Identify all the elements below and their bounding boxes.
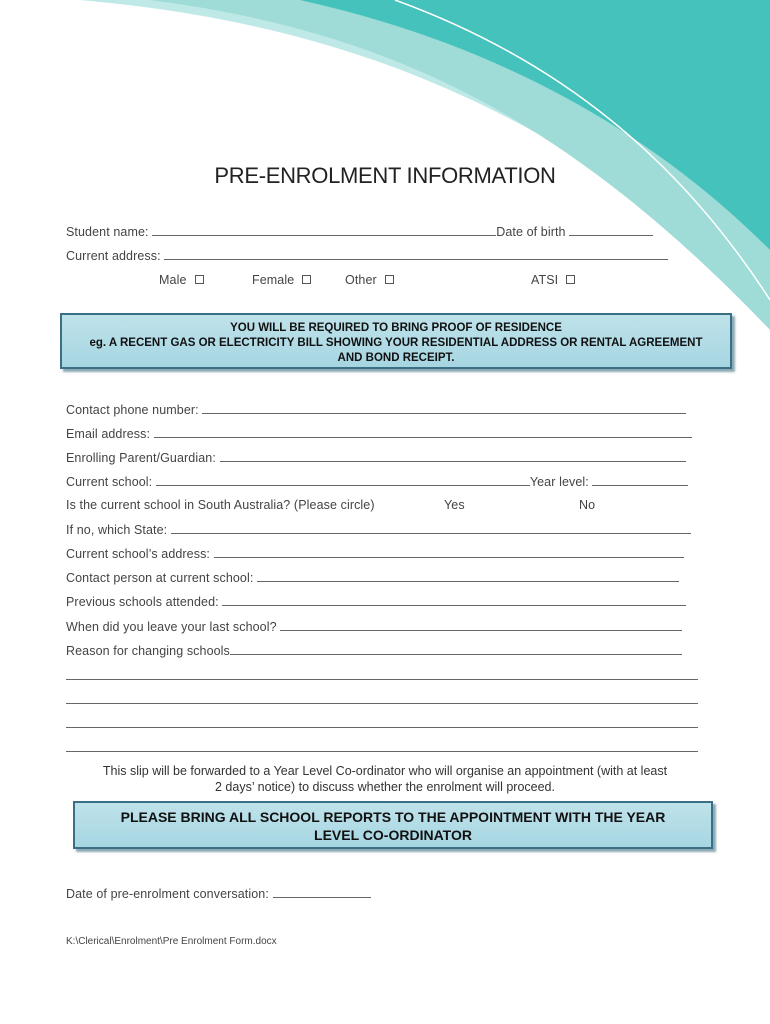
yes-option[interactable]: Yes: [444, 498, 465, 512]
atsi-checkbox[interactable]: [566, 275, 575, 284]
other-option[interactable]: [345, 273, 394, 287]
no-option[interactable]: No: [579, 498, 596, 512]
note-line-2: 2 days’ notice) to discuss whether the enrolment will proceed.: [215, 780, 555, 794]
when-left-field[interactable]: [280, 619, 682, 631]
female-label: Female: [252, 273, 295, 287]
contact-person-field[interactable]: [257, 570, 679, 582]
male-label: Male: [159, 273, 187, 287]
other-label: Other: [345, 273, 377, 287]
which-state-label: If no, which State:: [66, 523, 168, 537]
reason-row: [66, 643, 682, 658]
parent-field[interactable]: [220, 450, 686, 462]
contact-phone-field[interactable]: [202, 402, 686, 414]
student-name-row: [66, 224, 653, 239]
previous-schools-field[interactable]: [222, 594, 686, 606]
notice-line-3: AND BOND RECEIPT.: [337, 352, 455, 364]
school-address-row: [66, 546, 684, 561]
current-school-row: [66, 474, 688, 489]
female-option[interactable]: [252, 273, 311, 287]
reason-field[interactable]: [230, 643, 682, 655]
reports-line-1: PLEASE BRING ALL SCHOOL REPORTS TO THE APPOINTMENT WITH THE YEAR: [120, 809, 666, 825]
email-label: Email address:: [66, 427, 151, 441]
parent-row: [66, 450, 686, 465]
school-reports-notice: [73, 801, 713, 849]
forwarding-note: [62, 763, 708, 795]
email-row: [66, 426, 692, 441]
notice-line-1: YOU WILL BE REQUIRED TO BRING PROOF OF RESIDENCE: [230, 322, 562, 334]
conversation-date-field[interactable]: [273, 886, 371, 898]
reports-line-2: LEVEL CO-ORDINATOR: [314, 827, 472, 843]
current-school-field[interactable]: [156, 474, 530, 486]
sa-question-label: Is the current school in South Australia? (Please circle): [66, 498, 375, 512]
page-title: PRE-ENROLMENT INFORMATION: [214, 163, 556, 188]
when-left-label: When did you leave your last school?: [66, 620, 277, 634]
which-state-field[interactable]: [171, 522, 691, 534]
sa-question-row: [66, 498, 375, 512]
contact-person-label: Contact person at current school:: [66, 571, 254, 585]
contact-person-row: [66, 570, 679, 585]
student-name-field[interactable]: [152, 224, 496, 236]
reason-blank-line-4[interactable]: [66, 750, 698, 752]
proof-of-residence-notice: [60, 313, 732, 369]
male-option[interactable]: [159, 273, 204, 287]
year-level-field[interactable]: [592, 474, 688, 486]
other-checkbox[interactable]: [385, 275, 394, 284]
current-address-field[interactable]: [164, 248, 668, 260]
which-state-row: [66, 522, 691, 537]
reason-label: Reason for changing schools: [66, 644, 230, 658]
school-address-label: Current school’s address:: [66, 547, 211, 561]
parent-label: Enrolling Parent/Guardian:: [66, 451, 216, 465]
note-line-1: This slip will be forwarded to a Year Level Co-ordinator who will organise an appointment (with at least: [102, 764, 668, 778]
conversation-date-label: Date of pre-enrolment conversation:: [66, 887, 269, 901]
previous-schools-label: Previous schools attended:: [66, 595, 219, 609]
date-of-birth-label: Date of birth: [496, 225, 566, 239]
atsi-option[interactable]: [531, 273, 575, 287]
current-address-label: Current address:: [66, 249, 161, 263]
file-path-footer: K:\Clerical\Enrolment\Pre Enrolment Form.docx: [66, 936, 277, 947]
notice-line-2: eg. A RECENT GAS OR ELECTRICITY BILL SHOWING YOUR RESIDENTIAL ADDRESS OR RENTAL AGREEMENT: [89, 337, 703, 349]
email-field[interactable]: [154, 426, 692, 438]
previous-schools-row: [66, 594, 686, 609]
school-address-field[interactable]: [214, 546, 684, 558]
atsi-label: ATSI: [531, 273, 559, 287]
reason-blank-line-1[interactable]: [66, 678, 698, 680]
contact-phone-row: [66, 402, 686, 417]
current-school-label: Current school:: [66, 475, 153, 489]
when-left-row: [66, 619, 682, 634]
conversation-date-row: [66, 886, 371, 901]
date-of-birth-field[interactable]: [569, 224, 653, 236]
male-checkbox[interactable]: [195, 275, 204, 284]
contact-phone-label: Contact phone number:: [66, 403, 199, 417]
female-checkbox[interactable]: [302, 275, 311, 284]
current-address-row: [66, 248, 668, 263]
reason-blank-line-2[interactable]: [66, 702, 698, 704]
year-level-label: Year level:: [529, 475, 589, 489]
reason-blank-line-3[interactable]: [66, 726, 698, 728]
student-name-label: Student name:: [66, 225, 149, 239]
